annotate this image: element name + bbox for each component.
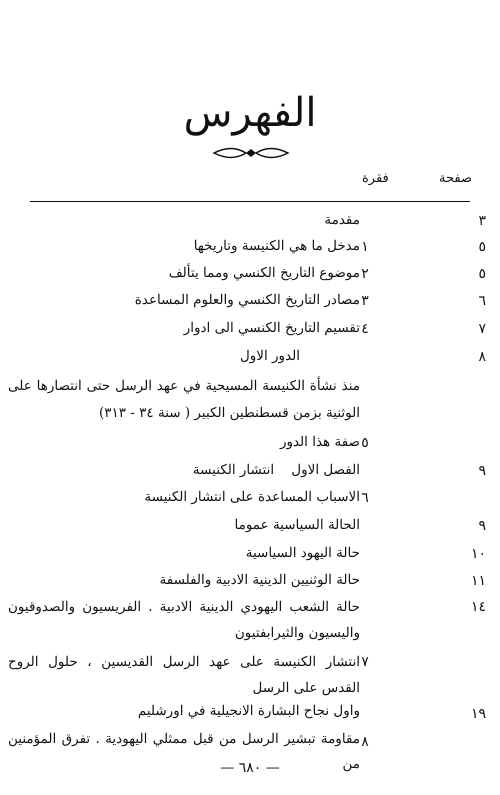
row-entry: تقسيم التاريخ الكنسي الى ادوار	[183, 320, 360, 336]
chapter-heading: الفصل الاول انتشار الكنيسة	[192, 462, 360, 478]
row-paragraph-number: ٢	[361, 266, 369, 282]
row-entry: حالة الوثنيين الدينية الادبية والفلسفة	[159, 572, 360, 588]
row-entry: مقاومة تبشير الرسل من قبل ممثلي اليهودية . تفرق المؤمنين من	[8, 731, 360, 772]
page-footer-number: — ٦٨٠ —	[220, 760, 280, 776]
row-paragraph-number: ١	[361, 239, 369, 255]
row-page-number: ١٠	[470, 546, 486, 562]
row-entry: حالة اليهود السياسية	[245, 545, 360, 561]
row-entry: موضوع التاريخ الكنسي ومما يتألف	[168, 265, 360, 281]
row-entry: الاسباب المساعدة على انتشار الكنيسة	[144, 489, 360, 505]
row-page-number: ٣	[478, 213, 486, 229]
row-paragraph-number: ٥	[361, 435, 369, 451]
row-page-number: ٥	[478, 239, 486, 255]
row-page-number: ٧	[478, 321, 486, 337]
page-title: الفهرس	[183, 90, 317, 136]
row-paragraph-number: ٦	[361, 490, 369, 506]
row-page-number: ٨	[478, 349, 486, 365]
row-entry: مدخل ما هي الكنيسة وتاريخها	[193, 238, 360, 254]
row-entry: انتشار الكنيسة على عهد الرسل القديسين ، حلول الروح القدس على الرسل	[8, 654, 360, 696]
section-description: منذ نشأة الكنيسة المسيحية في عهد الرسل حتى انتصارها على الوثنية بزمن قسطنطين الكبير ( سنة ٣٤ - ٣١٣)	[8, 378, 360, 421]
row-paragraph-number: ٨	[361, 734, 369, 750]
row-paragraph-number: ٣	[361, 293, 369, 309]
column-header-page: صفحة	[439, 171, 472, 186]
row-paragraph-number: ٧	[361, 654, 369, 670]
row-entry: مصادر التاريخ الكنسي والعلوم المساعدة	[134, 292, 360, 308]
row-entry: مقدمة	[324, 212, 360, 228]
row-entry: حالة الشعب اليهودي الدينية الادبية . الفريسيون والصدوقيون واليسيون والثيرابفتيون	[8, 599, 360, 641]
row-paragraph-number: ٤	[361, 321, 369, 337]
column-header-paragraph: فقرة	[362, 171, 389, 186]
row-entry: الحالة السياسية عموما	[234, 517, 360, 533]
row-page-number: ١٤	[470, 599, 486, 615]
row-entry: واول نجاح البشارة الانجيلية في اورشليم	[137, 703, 360, 719]
header-rule	[30, 201, 470, 202]
row-page-number: ٦	[478, 293, 486, 309]
section-heading: الدور الاول	[239, 348, 301, 364]
row-page-number: ١١	[470, 573, 486, 589]
ornament-divider-icon	[212, 146, 290, 160]
row-page-number: ٩	[478, 518, 486, 534]
row-page-number: ٩	[478, 463, 486, 479]
row-page-number: ١٩	[470, 706, 486, 722]
row-page-number: ٥	[478, 266, 486, 282]
row-entry: صفة هذا الدور	[279, 434, 360, 450]
